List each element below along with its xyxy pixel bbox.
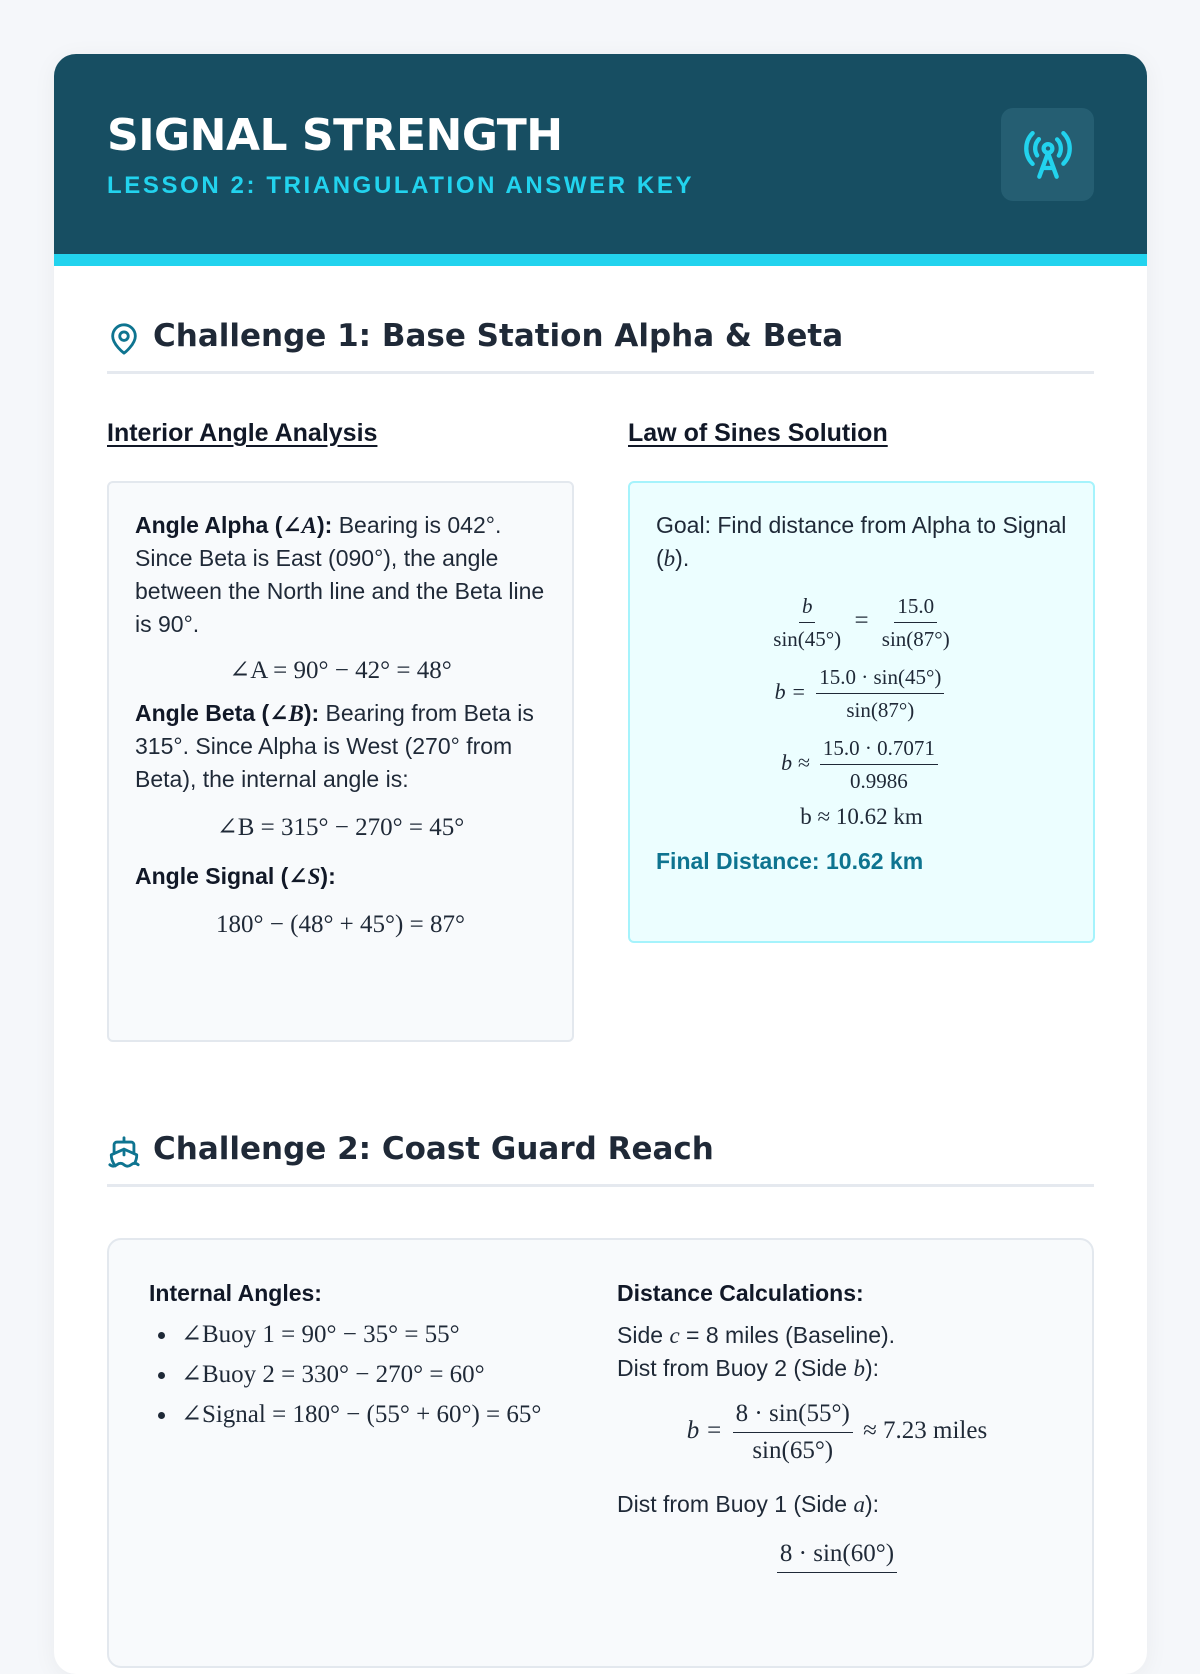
angle-alpha-symbol: ∠A [282,513,317,538]
map-pin-icon [107,320,141,358]
angle-buoy-1: ∠Buoy 1 = 90° − 35° = 55° [149,1315,589,1355]
angle-alpha-equation: ∠A = 90° − 42° = 48° [229,657,452,684]
ratio-equals: = [854,607,869,635]
approx-b-lhs: b ≈ [781,750,810,776]
law-of-sines-heading: Law of Sines Solution [628,419,888,447]
side-b-lhs: b = [686,1417,723,1445]
angle-beta-symbol: ∠B [269,701,304,726]
solve-b-numerator: 15.0 · sin(45°) [816,664,944,694]
ship-icon [107,1133,141,1171]
side-c-variable: c [669,1323,680,1348]
solve-b-fraction [816,664,944,723]
header-icon-box [1001,108,1094,201]
side-b-equation [617,1399,1057,1466]
buoy-1-pre: Dist from Buoy 1 (Side [617,1491,854,1517]
challenge-1-title: Challenge 1: Base Station Alpha & Beta [153,318,844,354]
side-b-result: ≈ 7.23 miles [863,1417,988,1445]
side-b-fraction [733,1399,853,1466]
angle-signal-paragraph [135,860,546,893]
side-c-post: = 8 miles (Baseline). [679,1322,896,1348]
ratio-1-denominator: sin(45°) [773,627,842,651]
label-close: ): [317,512,333,538]
page-title: SIGNAL STRENGTH [107,110,563,161]
buoy-2-end: ): [864,1355,880,1381]
angle-signal: ∠Signal = 180° − (55° + 60°) = 65° [149,1395,589,1435]
result-b-equation: b ≈ 10.62 km [800,804,923,829]
interior-angle-heading: Interior Angle Analysis [107,419,378,447]
challenge-2-heading [107,1129,1094,1187]
side-b-numerator: 8 · sin(55°) [733,1399,853,1433]
side-b-denominator: sin(65°) [752,1437,834,1464]
angle-beta-equation: ∠B = 315° − 270° = 45° [216,814,465,841]
ratio-fraction-1 [770,593,844,652]
ratio-1-numerator: b [799,593,816,623]
angle-beta-label: Angle Beta ( [135,700,270,726]
buoy-2-variable: b [853,1356,865,1381]
label-close: ): [320,863,336,889]
radio-tower-icon [1022,129,1074,181]
challenge-2-title: Challenge 2: Coast Guard Reach [153,1131,714,1167]
ratio-2-numerator: 15.0 [894,593,937,623]
solve-b-denominator: sin(87°) [846,698,915,722]
side-c-text [617,1319,1057,1352]
internal-angles-heading: Internal Angles: [149,1280,322,1306]
law-of-sines-box [628,481,1095,943]
sines-ratio-equation [656,593,1067,652]
buoy-2-text [617,1352,1057,1385]
distance-calc-section [617,1280,1057,1573]
angle-signal-equation: 180° − (48° + 45°) = 87° [216,911,465,938]
angle-signal-symbol: ∠S [288,864,321,889]
page-header [54,54,1147,266]
internal-angles-section [149,1280,589,1435]
ratio-2-denominator: sin(87°) [881,627,950,651]
approx-b-fraction [820,735,938,794]
side-c-pre: Side [617,1322,670,1348]
goal-variable: b [663,546,676,571]
goal-end: ). [675,545,690,571]
solve-b-lhs: b = [774,679,806,705]
distance-calc-heading: Distance Calculations: [617,1280,864,1306]
ratio-fraction-2 [879,593,953,652]
label-close: ): [303,700,320,726]
side-a-equation [617,1539,1057,1573]
buoy-2-pre: Dist from Buoy 2 (Side [617,1355,854,1381]
angle-alpha-paragraph [135,509,546,641]
internal-angles-list [149,1315,589,1435]
approx-b-numerator: 15.0 · 0.7071 [820,735,938,765]
buoy-1-text [617,1488,1057,1521]
approx-b-equation [656,735,1067,794]
side-a-fraction [777,1539,897,1573]
solve-b-equation [656,664,1067,723]
page-subtitle: LESSON 2: TRIANGULATION ANSWER KEY [107,172,695,199]
answer-key-card [54,54,1147,1674]
buoy-1-variable: a [853,1492,865,1517]
angle-alpha-label: Angle Alpha ( [135,512,283,538]
angle-buoy-2: ∠Buoy 2 = 330° − 270° = 60° [149,1355,589,1395]
challenge-1-heading [107,316,1094,374]
angle-alpha-text: Bearing is 042°. Since Beta is East (090°), the angle between the North line and the Beta line is 90°. [135,512,545,637]
coast-guard-box [107,1238,1094,1668]
interior-angle-box [107,481,574,1042]
goal-text: Goal: Find distance from Alpha to Signal ( [656,512,1067,571]
side-a-numerator: 8 · sin(60°) [777,1539,897,1573]
approx-b-denominator: 0.9986 [850,769,908,793]
angle-beta-paragraph [135,697,546,796]
angle-beta-text: Bearing from Beta is 315°. Since Alpha is West (270° from Beta), the internal angle is: [135,700,534,792]
goal-paragraph [656,509,1067,575]
final-distance: Final Distance: 10.62 km [656,848,924,874]
buoy-1-end: ): [864,1491,880,1517]
angle-signal-label: Angle Signal ( [135,863,289,889]
